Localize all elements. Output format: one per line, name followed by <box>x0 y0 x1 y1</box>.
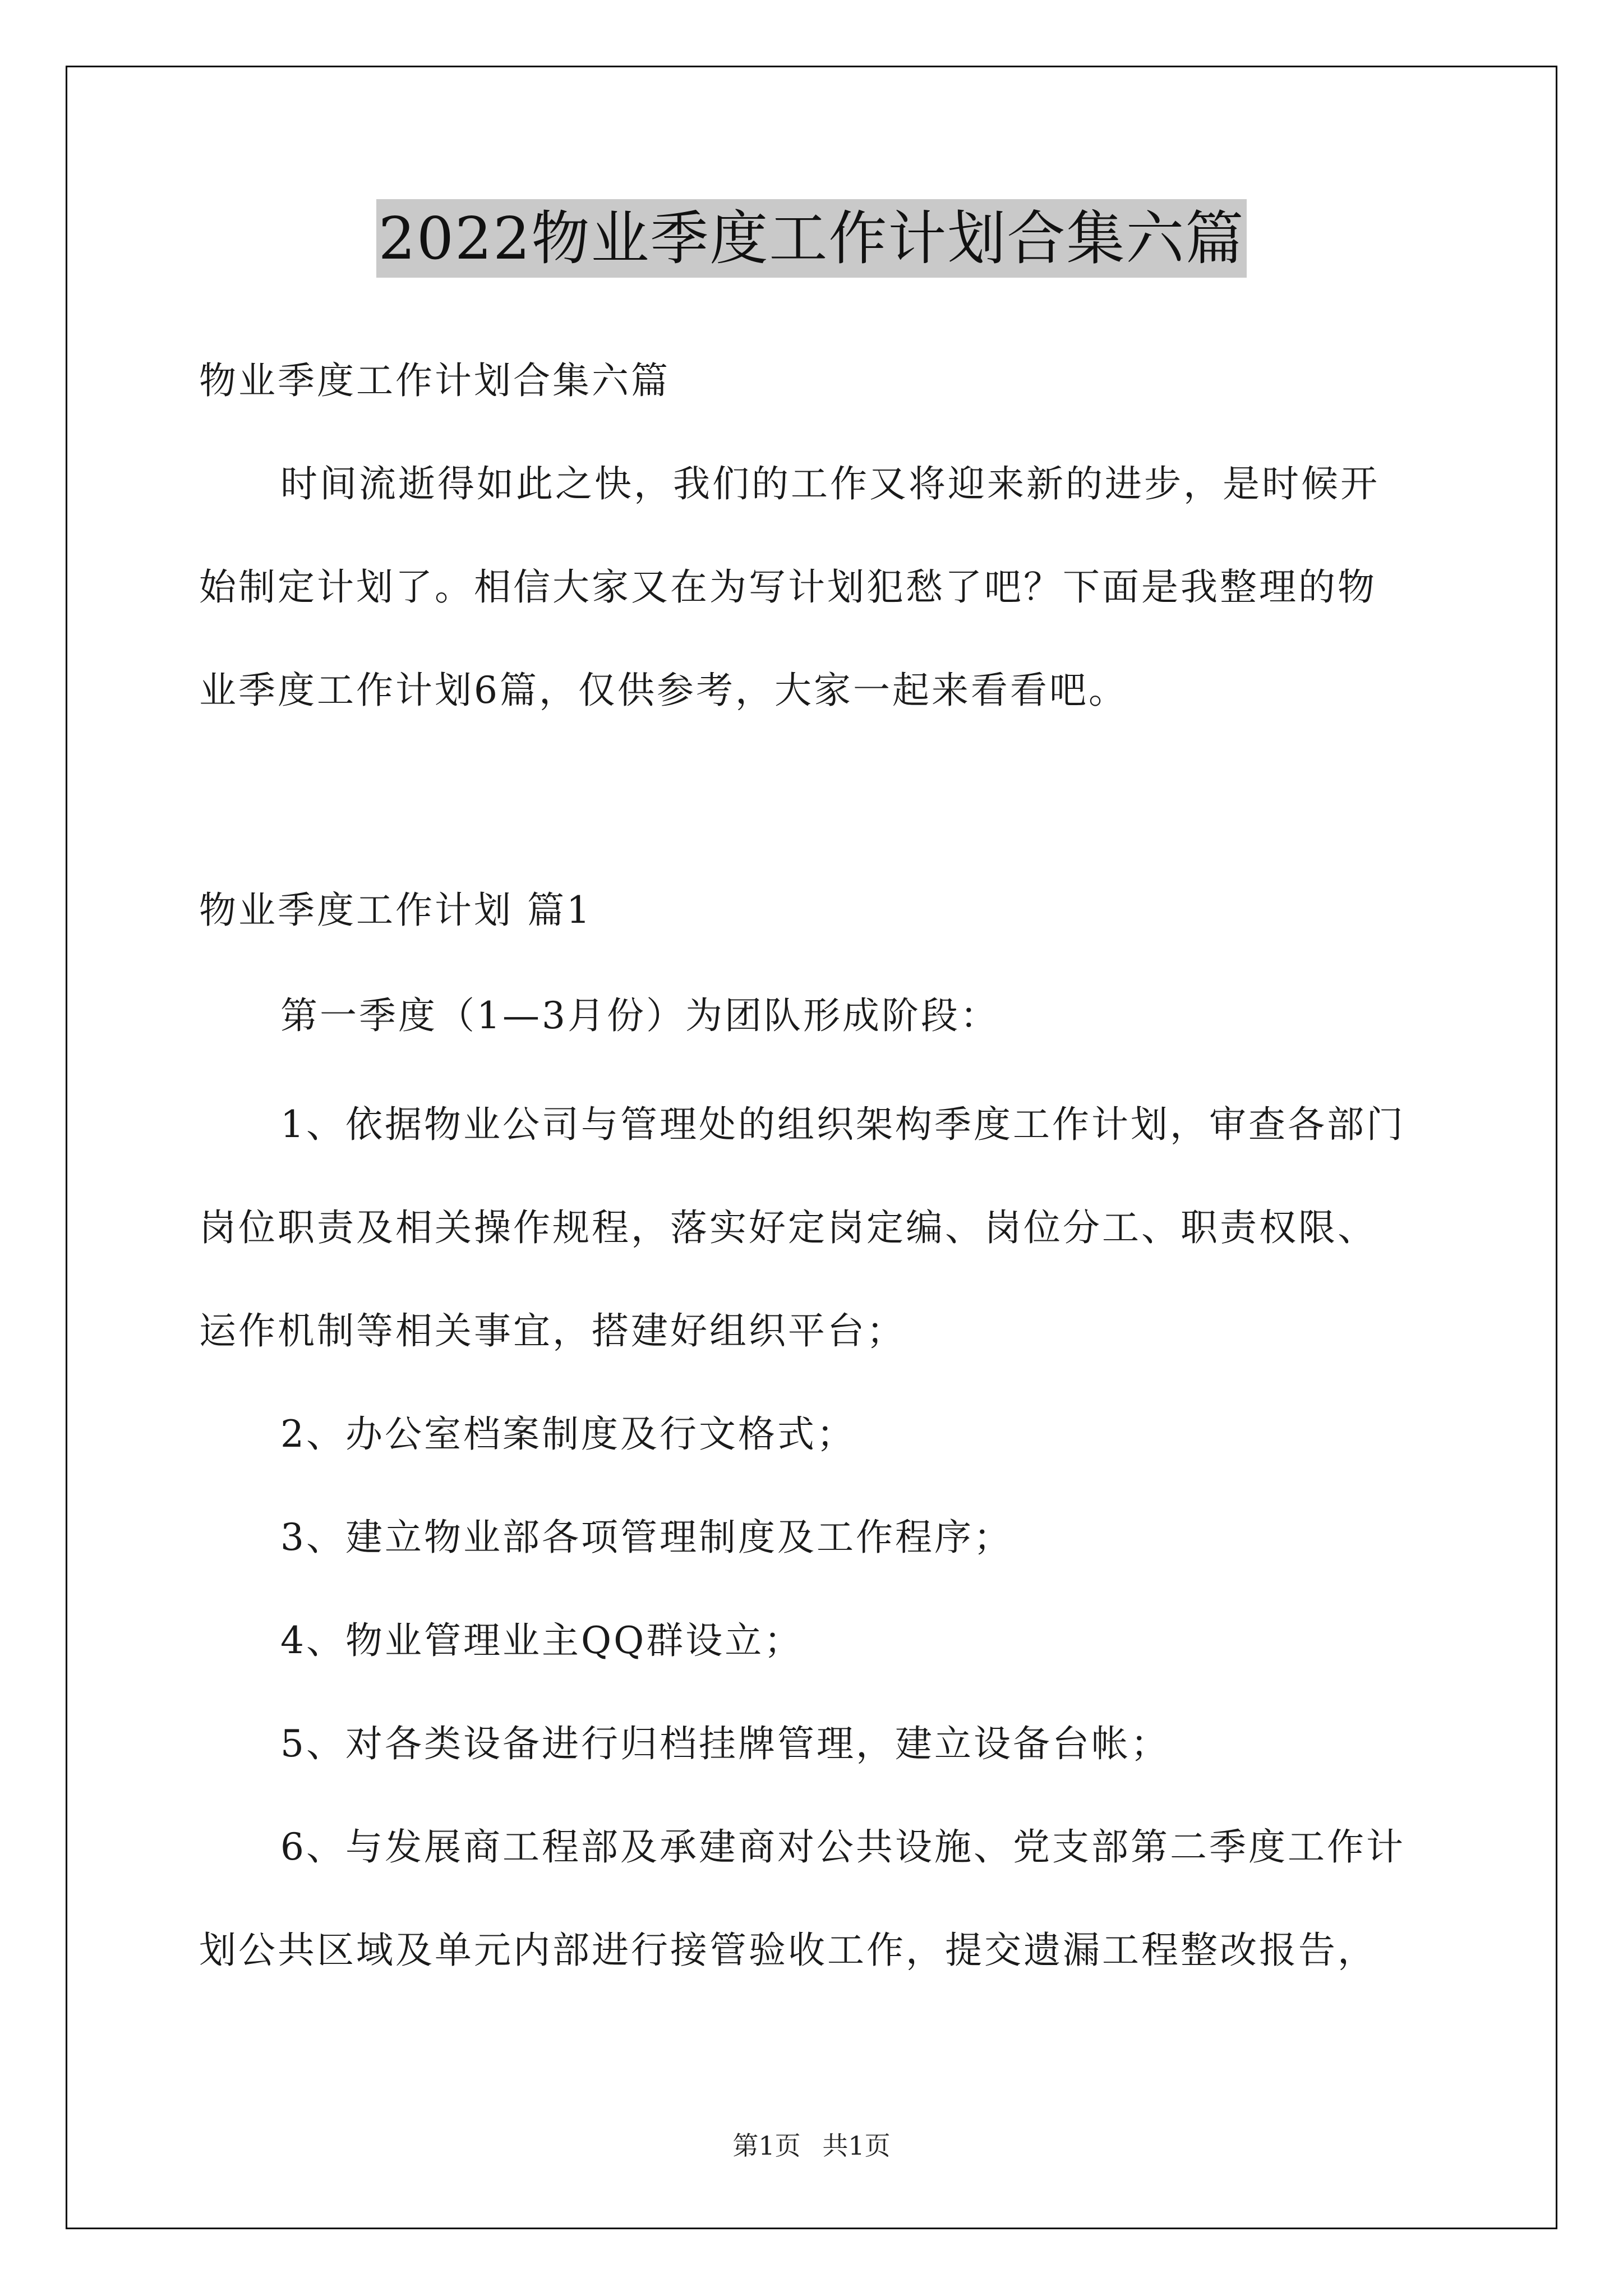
paragraph-line: 岗位职责及相关操作规程，落实好定岗定编、岗位分工、职责权限、 <box>199 1206 1377 1249</box>
list-item: 4、物业管理业主QQ群设立； <box>280 1619 804 1662</box>
page-number: 第1页 <box>732 2131 801 2161</box>
paragraph-line: 业季度工作计划6篇，仅供参考，大家一起来看看吧。 <box>199 669 1128 712</box>
paragraph-line: 第一季度（1—3月份）为团队形成阶段： <box>280 994 999 1037</box>
page-footer <box>0 2129 1623 2162</box>
paragraph-line: 始制定计划了。相信大家又在为写计划犯愁了吧？下面是我整理的物 <box>199 565 1377 609</box>
page-total: 共1页 <box>822 2131 891 2161</box>
section-heading: 物业季度工作计划 篇1 <box>199 889 592 932</box>
title-container <box>0 199 1623 278</box>
list-item: 5、对各类设备进行归档挂牌管理，建立设备台帐； <box>280 1722 1170 1765</box>
document-title: 2022物业季度工作计划合集六篇 <box>376 199 1247 278</box>
paragraph-line: 时间流逝得如此之快，我们的工作又将迎来新的进步，是时候开 <box>280 462 1380 505</box>
list-item: 3、建立物业部各项管理制度及工作程序； <box>280 1516 1013 1559</box>
subtitle-line: 物业季度工作计划合集六篇 <box>199 359 670 402</box>
list-item: 6、与发展商工程部及承建商对公共设施、党支部第二季度工作计 <box>280 1825 1405 1869</box>
paragraph-line: 1、依据物业公司与管理处的组织架构季度工作计划，审查各部门 <box>280 1103 1405 1146</box>
list-item: 2、办公室档案制度及行文格式； <box>280 1412 856 1456</box>
paragraph-line: 划公共区域及单元内部进行接管验收工作，提交遗漏工程整改报告， <box>199 1929 1377 1972</box>
paragraph-line: 运作机制等相关事宜，搭建好组织平台； <box>199 1309 906 1352</box>
